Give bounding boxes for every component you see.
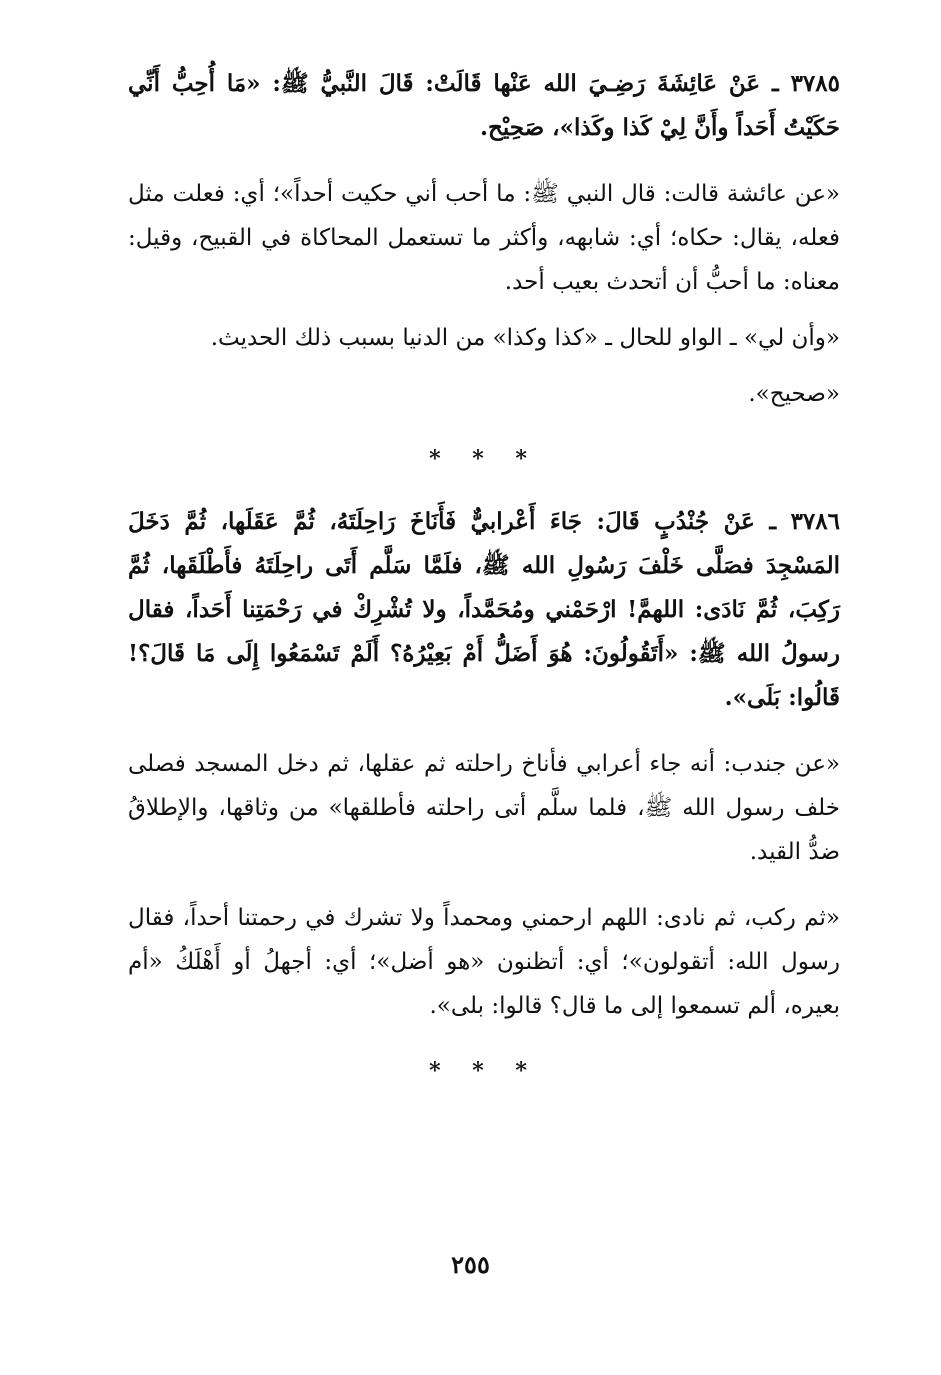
book-page <box>128 62 840 1112</box>
page-number: ٢٥٥ <box>451 1250 490 1279</box>
hadith-3785: ٣٧٨٥ ـ عَنْ عَائِشَةَ رَضِـيَ الله عَنْها قَالَتْ: قَالَ النَّبيُّ ﷺ: «مَا أُحِبُّ أَنِّي حَكَيْتُ أَحَداً وأَنَّ لِيْ كَذا وكَذا»، صَحِيْح. <box>128 70 840 141</box>
commentary-paragraph: «عن جندب: أنه جاء أعرابي فأناخ راحلته ثم عقلها، ثم دخل المسجد فصلى خلف رسول الله ﷺ، فلما سلَّم أتى راحلته فأطلقها» من وثاقها، والإطلاقُ ضدُّ القيد. <box>128 751 840 865</box>
commentary-paragraph: «عن عائشة قالت: قال النبي ﷺ: ما أحب أني حكيت أحداً»؛ أي: فعلت مثل فعله، يقال: حكاه؛ أي: شابهه، وأكثر ما تستعمل المحاكاة في القبيح، وقيل: معناه: ما أحبُّ أن أتحدث بعيب أحد. <box>128 181 840 295</box>
section-separator: * * * <box>429 446 539 472</box>
hadith-3786: ٣٧٨٦ ـ عَنْ جُنْدُبٍ قَالَ: جَاءَ أَعْرابيٌّ فَأَنَاخَ رَاحِلَتَهُ، ثُمَّ عَقَلَها، ثُمَّ دَخَلَ المَسْجِدَ فصَلَّى خَلْفَ رَسُولِ الله ﷺ، فلَمَّا سَلَّم أَتَى راحِلَتَهُ فأَطْلَقَها، ثُمَّ رَكِبَ، ثُمَّ نَادَى: اللهمَّ! ارْحَمْني ومُحَمَّداً، ولا تُشْرِكْ في رَحْمَتِنا أَحَداً، فقال رسولُ الله ﷺ: «أَتَقُولُونَ: هُوَ أَضَلُّ أَمْ بَعِيْرُهُ؟ أَلَمْ تَسْمَعُوا إِلَى مَا قَالَ؟! قَالُوا: بَلَى». <box>128 508 840 711</box>
commentary-paragraph: «وأن لي» ـ الواو للحال ـ «كذا وكذا» من الدنيا بسبب ذلك الحديث. <box>210 325 840 351</box>
commentary-paragraph: «ثم ركب، ثم نادى: اللهم ارحمني ومحمداً ولا تشرك في رحمتنا أحداً، فقال رسول الله: أتقولون»؛ أي: أتظنون «هو أضل»؛ أي: أجهلُ أو أَهْلَكُ «أم بعيره، ألم تسمعوا إلى ما قال؟ قالوا: بلى». <box>128 905 840 1019</box>
section-separator: * * * <box>429 1058 539 1084</box>
commentary-paragraph: «صحيح». <box>748 381 840 407</box>
